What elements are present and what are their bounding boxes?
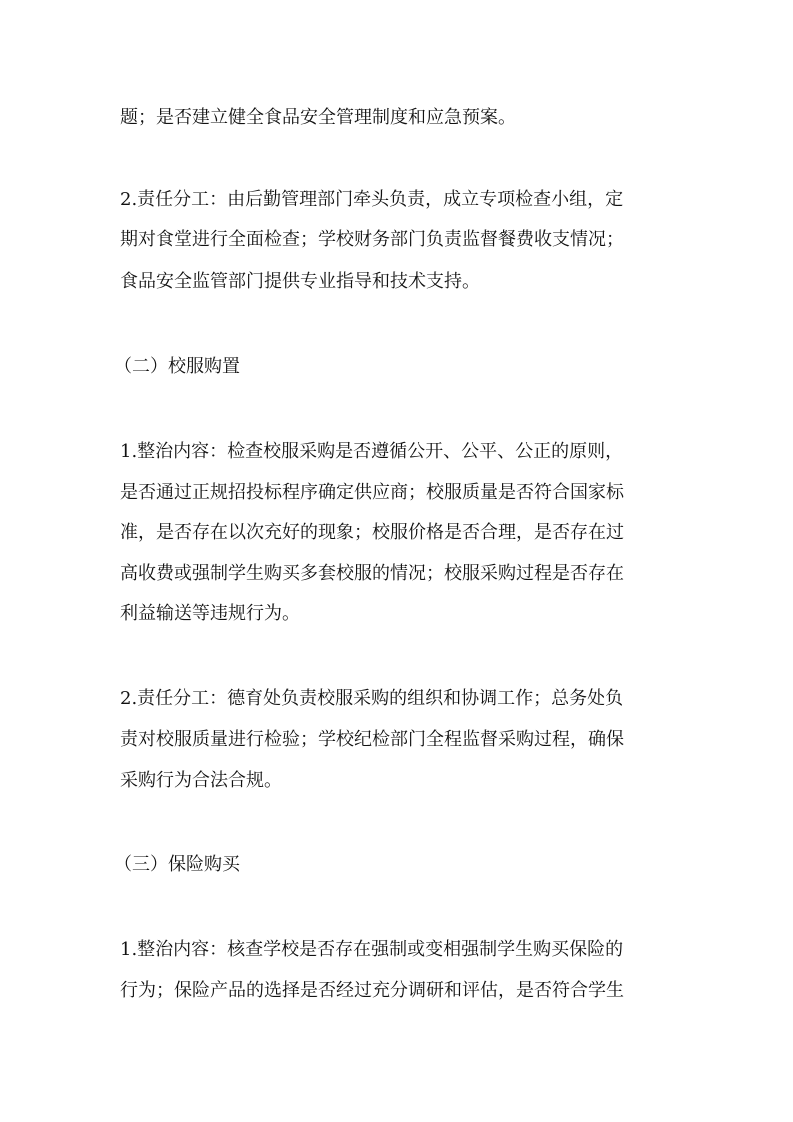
text-line: 是否通过正规招投标程序确定供应商；校服质量是否符合国家标 bbox=[120, 482, 624, 503]
text-line: 高收费或强制学生购买多套校服的情况；校服采购过程是否存在 bbox=[120, 563, 624, 584]
text-line: 食品安全监管部门提供专业指导和技术支持。 bbox=[120, 271, 480, 292]
text-line: 1.整治内容：检查校服采购是否遵循公开、公平、公正的原则， bbox=[120, 441, 624, 462]
text-line: 采购行为合法合规。 bbox=[120, 770, 282, 791]
text-line: 2.责任分工：德育处负责校服采购的组织和协调工作；总务处负 bbox=[120, 688, 624, 709]
text-line: 1.整治内容：核查学校是否存在强制或变相强制学生购买保险的 bbox=[120, 939, 624, 960]
section-heading: （三）保险购买 bbox=[114, 854, 240, 875]
text-line: 利益输送等违规行为。 bbox=[120, 603, 300, 624]
section-heading: （二）校服购置 bbox=[114, 356, 240, 377]
text-line: 期对食堂进行全面检查；学校财务部门负责监督餐费收支情况； bbox=[120, 229, 624, 250]
text-line: 题；是否建立健全食品安全管理制度和应急预案。 bbox=[120, 107, 516, 128]
text-line: 责对校服质量进行检验；学校纪检部门全程监督采购过程，确保 bbox=[120, 729, 624, 750]
text-line: 行为；保险产品的选择是否经过充分调研和评估，是否符合学生 bbox=[120, 980, 624, 1001]
text-line: 准，是否存在以次充好的现象；校服价格是否合理，是否存在过 bbox=[120, 522, 624, 543]
text-line: 2.责任分工：由后勤管理部门牵头负责，成立专项检查小组，定 bbox=[120, 189, 624, 210]
